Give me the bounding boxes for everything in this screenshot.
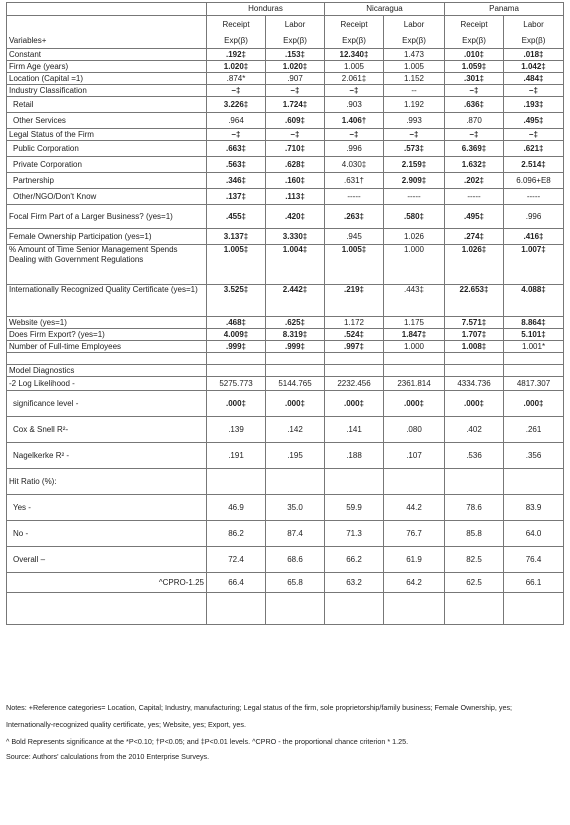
- row-label: Partnership: [7, 173, 207, 189]
- value-cell: .160‡: [266, 173, 325, 189]
- row-label: % Amount of Time Senior Management Spends Dealing with Government Regulations: [7, 245, 207, 285]
- value-cell: 4.030‡: [325, 157, 384, 173]
- value-cell: [504, 593, 564, 625]
- value-cell: 2.514‡: [504, 157, 564, 173]
- table-row: [7, 49, 564, 61]
- column-header-cell: [384, 16, 445, 49]
- value-cell: 44.2: [384, 495, 445, 521]
- row-label: Female Ownership Participation (yes=1): [7, 229, 207, 245]
- table-row: [7, 391, 564, 417]
- country-honduras: Honduras: [207, 3, 325, 16]
- value-cell: -----: [384, 189, 445, 205]
- value-cell: --: [384, 85, 445, 97]
- column-header-cell: [445, 16, 504, 49]
- value-cell: .609‡: [266, 113, 325, 129]
- value-cell: 7.571‡: [445, 317, 504, 329]
- value-cell: [266, 469, 325, 495]
- row-label: Internationally Recognized Quality Certificate (yes=1): [7, 285, 207, 317]
- row-label: Location (Capital =1): [7, 73, 207, 85]
- value-cell: .907: [266, 73, 325, 85]
- value-cell: .993: [384, 113, 445, 129]
- table-notes: [6, 703, 563, 769]
- value-cell: .996: [504, 205, 564, 229]
- value-cell: [445, 353, 504, 365]
- value-cell: 1.004‡: [266, 245, 325, 285]
- table-row: [7, 495, 564, 521]
- value-cell: .710‡: [266, 141, 325, 157]
- country-nicaragua: Nicaragua: [325, 3, 445, 16]
- row-label: Legal Status of the Firm: [7, 129, 207, 141]
- column-header-cell: [325, 16, 384, 49]
- row-label: [7, 593, 207, 625]
- row-label: Firm Age (years): [7, 61, 207, 73]
- row-label: No -: [7, 521, 207, 547]
- value-cell: 85.8: [445, 521, 504, 547]
- value-cell: .874*: [207, 73, 266, 85]
- value-cell: 68.6: [266, 547, 325, 573]
- value-cell: 1.026‡: [445, 245, 504, 285]
- value-cell: .113‡: [266, 189, 325, 205]
- value-cell: .636‡: [445, 97, 504, 113]
- table-row: [7, 521, 564, 547]
- row-label: Public Corporation: [7, 141, 207, 157]
- value-cell: 2.909‡: [384, 173, 445, 189]
- value-cell: .964: [207, 113, 266, 129]
- value-cell: .000‡: [445, 391, 504, 417]
- value-cell: 59.9: [325, 495, 384, 521]
- row-label: [7, 353, 207, 365]
- value-cell: .192‡: [207, 49, 266, 61]
- value-cell: .261: [504, 417, 564, 443]
- note-reference-categories: Notes: +Reference categories= Location, Capital; Industry, manufacturing; Legal status of the firm, sole proprietorship/family business; Female Ownership, yes;: [6, 703, 513, 712]
- value-cell: [504, 365, 564, 377]
- value-cell: .193‡: [504, 97, 564, 113]
- table-row: [7, 469, 564, 495]
- table-row: [7, 329, 564, 341]
- value-cell: 1.005: [384, 61, 445, 73]
- value-cell: .000‡: [266, 391, 325, 417]
- table-row: [7, 97, 564, 113]
- value-cell: .945: [325, 229, 384, 245]
- value-cell: .301‡: [445, 73, 504, 85]
- value-cell: [504, 353, 564, 365]
- value-cell: [445, 365, 504, 377]
- row-label: Model Diagnostics: [7, 365, 207, 377]
- value-cell: 78.6: [445, 495, 504, 521]
- value-cell: 65.8: [266, 573, 325, 593]
- value-cell: [266, 353, 325, 365]
- value-cell: [325, 593, 384, 625]
- value-cell: .495‡: [445, 205, 504, 229]
- row-label: Website (yes=1): [7, 317, 207, 329]
- value-cell: 2.061‡: [325, 73, 384, 85]
- value-cell: [207, 469, 266, 495]
- value-cell: .495‡: [504, 113, 564, 129]
- value-cell: 1.001*: [504, 341, 564, 353]
- value-cell: –‡: [504, 129, 564, 141]
- value-cell: 63.2: [325, 573, 384, 593]
- value-cell: 3.226‡: [207, 97, 266, 113]
- value-cell: 1.005‡: [325, 245, 384, 285]
- table-row: [7, 61, 564, 73]
- row-label: significance level -: [7, 391, 207, 417]
- value-cell: -----: [504, 189, 564, 205]
- table-row: [7, 85, 564, 97]
- value-cell: .191: [207, 443, 266, 469]
- table-row: [7, 73, 564, 85]
- table-row: [7, 141, 564, 157]
- note-source: Source: Authors' calculations from the 2010 Enterprise Surveys.: [6, 752, 210, 761]
- table-row: [7, 173, 564, 189]
- note-reference-categories-cont: Internationally-recognized quality certificate, yes; Website, yes; Export, yes.: [6, 720, 246, 729]
- value-cell: 1.020‡: [266, 61, 325, 73]
- column-header-sub: Exp(β): [283, 36, 307, 45]
- value-cell: [504, 469, 564, 495]
- value-cell: [266, 365, 325, 377]
- table-row: [7, 189, 564, 205]
- value-cell: 1.406†: [325, 113, 384, 129]
- table-row: [7, 341, 564, 353]
- value-cell: 66.2: [325, 547, 384, 573]
- value-cell: .219‡: [325, 285, 384, 317]
- value-cell: 5275.773: [207, 377, 266, 391]
- value-cell: 1.707‡: [445, 329, 504, 341]
- value-cell: .484‡: [504, 73, 564, 85]
- table-row: [7, 547, 564, 573]
- value-cell: 1.005‡: [207, 245, 266, 285]
- row-label: Number of Full-time Employees: [7, 341, 207, 353]
- value-cell: -----: [445, 189, 504, 205]
- value-cell: .625‡: [266, 317, 325, 329]
- value-cell: 5144.765: [266, 377, 325, 391]
- value-cell: –‡: [384, 129, 445, 141]
- value-cell: .416‡: [504, 229, 564, 245]
- value-cell: 66.1: [504, 573, 564, 593]
- value-cell: –‡: [207, 85, 266, 97]
- value-cell: .997‡: [325, 341, 384, 353]
- value-cell: .195: [266, 443, 325, 469]
- value-cell: 1.192: [384, 97, 445, 113]
- value-cell: .080: [384, 417, 445, 443]
- value-cell: .356: [504, 443, 564, 469]
- value-cell: .443‡: [384, 285, 445, 317]
- regression-table: [6, 2, 564, 625]
- value-cell: .141: [325, 417, 384, 443]
- value-cell: [384, 593, 445, 625]
- value-cell: .573‡: [384, 141, 445, 157]
- value-cell: .999‡: [207, 341, 266, 353]
- value-cell: [325, 353, 384, 365]
- row-label: Private Corporation: [7, 157, 207, 173]
- value-cell: 4.009‡: [207, 329, 266, 341]
- column-header-sub: Exp(β): [521, 36, 546, 45]
- column-header-sub: Exp(β): [462, 36, 486, 45]
- row-label: Other/NGO/Don't Know: [7, 189, 207, 205]
- value-cell: –‡: [266, 129, 325, 141]
- table-row: [7, 157, 564, 173]
- value-cell: .580‡: [384, 205, 445, 229]
- value-cell: .420‡: [266, 205, 325, 229]
- value-cell: 4.088‡: [504, 285, 564, 317]
- value-cell: 6.369‡: [445, 141, 504, 157]
- value-cell: .000‡: [384, 391, 445, 417]
- table-row: [7, 113, 564, 129]
- column-header-sub: Exp(β): [224, 36, 248, 45]
- value-cell: [384, 469, 445, 495]
- value-cell: .621‡: [504, 141, 564, 157]
- value-cell: 4817.307: [504, 377, 564, 391]
- column-header-sub: Exp(β): [342, 36, 366, 45]
- value-cell: 8.864‡: [504, 317, 564, 329]
- value-cell: 1.007‡: [504, 245, 564, 285]
- value-cell: 1.175: [384, 317, 445, 329]
- value-cell: –‡: [266, 85, 325, 97]
- value-cell: .996: [325, 141, 384, 157]
- column-header-row: [7, 16, 564, 49]
- value-cell: 72.4: [207, 547, 266, 573]
- value-cell: –‡: [445, 129, 504, 141]
- value-cell: 2232.456: [325, 377, 384, 391]
- value-cell: 64.0: [504, 521, 564, 547]
- regression-table-container: [6, 2, 563, 625]
- value-cell: 35.0: [266, 495, 325, 521]
- country-header-row: [7, 3, 564, 16]
- value-cell: .346‡: [207, 173, 266, 189]
- value-cell: 22.653‡: [445, 285, 504, 317]
- value-cell: 1.059‡: [445, 61, 504, 73]
- value-cell: –‡: [504, 85, 564, 97]
- value-cell: 76.4: [504, 547, 564, 573]
- value-cell: 76.7: [384, 521, 445, 547]
- column-header-label: Labor: [403, 20, 425, 29]
- value-cell: 1.008‡: [445, 341, 504, 353]
- table-row: [7, 205, 564, 229]
- column-header-label: Receipt: [460, 20, 488, 29]
- value-cell: [266, 593, 325, 625]
- value-cell: .536: [445, 443, 504, 469]
- column-header-sub: Exp(β): [402, 36, 426, 45]
- value-cell: .663‡: [207, 141, 266, 157]
- value-cell: 3.525‡: [207, 285, 266, 317]
- value-cell: 71.3: [325, 521, 384, 547]
- value-cell: 1.632‡: [445, 157, 504, 173]
- value-cell: 1.847‡: [384, 329, 445, 341]
- row-label: Hit Ratio (%):: [7, 469, 207, 495]
- column-header-cell: [504, 16, 564, 49]
- value-cell: -----: [325, 189, 384, 205]
- table-row: [7, 573, 564, 593]
- value-cell: –‡: [207, 129, 266, 141]
- value-cell: 2.442‡: [266, 285, 325, 317]
- row-label: Nagelkerke R² -: [7, 443, 207, 469]
- table-row: [7, 377, 564, 391]
- value-cell: 4334.736: [445, 377, 504, 391]
- value-cell: .903: [325, 97, 384, 113]
- value-cell: 61.9: [384, 547, 445, 573]
- column-header-cell: [266, 16, 325, 49]
- value-cell: [325, 365, 384, 377]
- column-header-label: Receipt: [340, 20, 368, 29]
- value-cell: [325, 469, 384, 495]
- value-cell: 3.330‡: [266, 229, 325, 245]
- table-row: [7, 285, 564, 317]
- value-cell: .153‡: [266, 49, 325, 61]
- table-row: [7, 443, 564, 469]
- row-label: Focal Firm Part of a Larger Business? (yes=1): [7, 205, 207, 229]
- value-cell: 6.096+E8: [504, 173, 564, 189]
- value-cell: .563‡: [207, 157, 266, 173]
- value-cell: [384, 353, 445, 365]
- table-row: [7, 417, 564, 443]
- value-cell: 1.005: [325, 61, 384, 73]
- table-row: [7, 129, 564, 141]
- table-body: [7, 3, 564, 625]
- value-cell: [445, 469, 504, 495]
- row-label: Industry Classification: [7, 85, 207, 97]
- value-cell: 1.020‡: [207, 61, 266, 73]
- value-cell: 8.319‡: [266, 329, 325, 341]
- value-cell: –‡: [325, 129, 384, 141]
- value-cell: [207, 353, 266, 365]
- value-cell: .010‡: [445, 49, 504, 61]
- table-row: [7, 593, 564, 625]
- row-label: Overall –: [7, 547, 207, 573]
- value-cell: 1.026: [384, 229, 445, 245]
- value-cell: .018‡: [504, 49, 564, 61]
- table-row: [7, 245, 564, 285]
- row-label: Other Services: [7, 113, 207, 129]
- value-cell: 5.101‡: [504, 329, 564, 341]
- row-label: Cox & Snell R²-: [7, 417, 207, 443]
- value-cell: .000‡: [504, 391, 564, 417]
- value-cell: –‡: [445, 85, 504, 97]
- row-label: Constant: [7, 49, 207, 61]
- value-cell: [207, 365, 266, 377]
- row-label: Does Firm Export? (yes=1): [7, 329, 207, 341]
- value-cell: 62.5: [445, 573, 504, 593]
- value-cell: 12.340‡: [325, 49, 384, 61]
- value-cell: .468‡: [207, 317, 266, 329]
- row-label: Yes -: [7, 495, 207, 521]
- value-cell: 1.172: [325, 317, 384, 329]
- value-cell: 1.473: [384, 49, 445, 61]
- value-cell: 1.152: [384, 73, 445, 85]
- value-cell: .631†: [325, 173, 384, 189]
- table-row: [7, 353, 564, 365]
- header-blank: [7, 3, 207, 16]
- value-cell: 2361.814: [384, 377, 445, 391]
- value-cell: .402: [445, 417, 504, 443]
- value-cell: .107: [384, 443, 445, 469]
- value-cell: .139: [207, 417, 266, 443]
- value-cell: .202‡: [445, 173, 504, 189]
- note-significance: ^ Bold Represents significance at the *P<0.10; †P<0.05; and ‡P<0.01 levels. ^CPRO - the proportional chance criterion * 1.25.: [6, 737, 409, 746]
- value-cell: 2.159‡: [384, 157, 445, 173]
- value-cell: [384, 365, 445, 377]
- value-cell: .999‡: [266, 341, 325, 353]
- value-cell: [207, 593, 266, 625]
- row-label: ^CPRO-1.25: [7, 573, 207, 593]
- table-row: [7, 229, 564, 245]
- value-cell: 82.5: [445, 547, 504, 573]
- value-cell: .455‡: [207, 205, 266, 229]
- value-cell: 66.4: [207, 573, 266, 593]
- value-cell: .142: [266, 417, 325, 443]
- value-cell: 86.2: [207, 521, 266, 547]
- column-header-label: Receipt: [222, 20, 250, 29]
- value-cell: 1.724‡: [266, 97, 325, 113]
- table-row: [7, 365, 564, 377]
- value-cell: .524‡: [325, 329, 384, 341]
- value-cell: 1.000: [384, 245, 445, 285]
- value-cell: [445, 593, 504, 625]
- row-label: -2 Log Likelihood -: [7, 377, 207, 391]
- value-cell: 64.2: [384, 573, 445, 593]
- value-cell: .628‡: [266, 157, 325, 173]
- value-cell: 1.000: [384, 341, 445, 353]
- value-cell: 3.137‡: [207, 229, 266, 245]
- value-cell: .000‡: [207, 391, 266, 417]
- value-cell: –‡: [325, 85, 384, 97]
- value-cell: .000‡: [325, 391, 384, 417]
- value-cell: 46.9: [207, 495, 266, 521]
- variables-header: Variables+: [7, 16, 207, 49]
- country-panama: Panama: [445, 3, 564, 16]
- column-header-cell: [207, 16, 266, 49]
- value-cell: .137‡: [207, 189, 266, 205]
- value-cell: .274‡: [445, 229, 504, 245]
- value-cell: .188: [325, 443, 384, 469]
- value-cell: 1.042‡: [504, 61, 564, 73]
- value-cell: .263‡: [325, 205, 384, 229]
- column-header-label: Labor: [284, 20, 306, 29]
- value-cell: .870: [445, 113, 504, 129]
- value-cell: 83.9: [504, 495, 564, 521]
- row-label: Retail: [7, 97, 207, 113]
- value-cell: 87.4: [266, 521, 325, 547]
- table-row: [7, 317, 564, 329]
- column-header-label: Labor: [523, 20, 544, 29]
